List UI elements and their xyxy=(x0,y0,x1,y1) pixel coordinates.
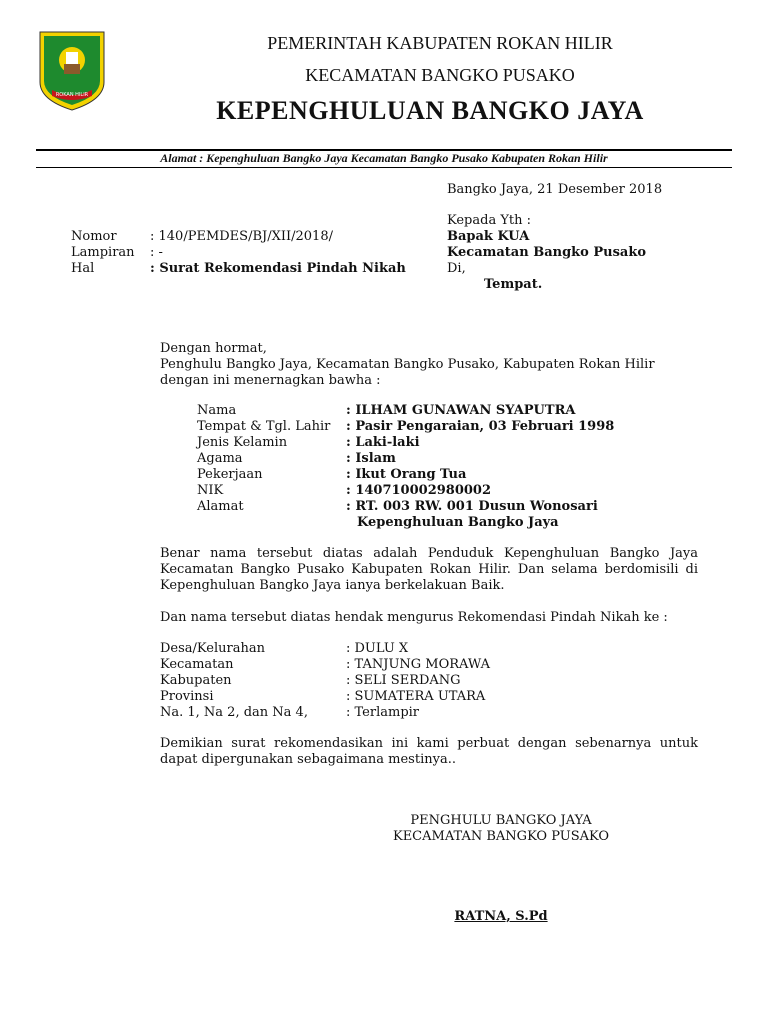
person-label: Pekerjaan xyxy=(197,467,263,482)
header-village: KEPENGHULUAN BANGKO JAYA xyxy=(216,96,644,125)
person-label: Nama xyxy=(197,403,237,418)
destination-label: Na. 1, Na 2, dan Na 4, xyxy=(160,705,308,720)
hal-value: : Surat Rekomendasi Pindah Nikah xyxy=(150,261,406,276)
signature-title-2: KECAMATAN BANGKO PUSAKO xyxy=(392,829,610,844)
person-value: : 140710002980002 xyxy=(346,483,492,498)
lampiran-value: : - xyxy=(150,245,163,260)
destination-label: Kecamatan xyxy=(160,657,234,672)
person-label: Alamat xyxy=(197,499,244,514)
destination-value: : SUMATERA UTARA xyxy=(346,689,486,704)
person-label: Agama xyxy=(197,451,243,466)
closing-paragraph: Demikian surat rekomendasikan ini kami perbuat dengan sebenarnya untuk dapat dipergunakan sebagaimana mestinya.. xyxy=(160,736,698,767)
destination-value: : TANJUNG MORAWA xyxy=(346,657,491,672)
emblem-text: ROKAN HILIR xyxy=(55,92,89,98)
letter-date: Bangko Jaya, 21 Desember 2018 xyxy=(447,182,663,197)
destination-label: Desa/Kelurahan xyxy=(160,641,265,656)
intro-line-1: Penghulu Bangko Jaya, Kecamatan Bangko Pusako, Kabupaten Rokan Hilir xyxy=(160,357,655,372)
signature-name: RATNA, S.Pd xyxy=(454,909,548,924)
recipient-tempat: Tempat. xyxy=(484,277,543,292)
destination-value: : Terlampir xyxy=(346,705,420,720)
header-government: PEMERINTAH KABUPATEN ROKAN HILIR xyxy=(267,33,613,53)
recipient-name: Bapak KUA xyxy=(447,229,530,244)
header-district: KECAMATAN BANGKO PUSAKO xyxy=(305,65,575,85)
signature-title-1: PENGHULU BANGKO JAYA xyxy=(410,813,592,828)
destination-label: Provinsi xyxy=(160,689,214,704)
destination-value: : SELI SERDANG xyxy=(346,673,461,688)
hal-label: Hal xyxy=(71,261,95,276)
statement-paragraph: Benar nama tersebut diatas adalah Penduduk Kepenghuluan Bangko Jaya Kecamatan Bangko Pusako Kabupaten Rokan Hilir. Dan selama berdomisili di Kepenghuluan Bangko Jaya ianya berkelakuan Baik. xyxy=(160,546,698,593)
person-label: Jenis Kelamin xyxy=(197,435,288,450)
nomor-value: : 140/PEMDES/BJ/XII/2018/ xyxy=(150,229,333,244)
person-value: : RT. 003 RW. 001 Dusun Wonosari xyxy=(346,499,598,514)
rokan-hilir-emblem-logo xyxy=(38,30,106,112)
person-value: : Islam xyxy=(346,451,396,466)
person-label: NIK xyxy=(197,483,224,498)
destination-label: Kabupaten xyxy=(160,673,232,688)
lampiran-label: Lampiran xyxy=(71,245,135,260)
person-value: : Pasir Pengaraian, 03 Februari 1998 xyxy=(346,419,615,434)
destination-value: : DULU X xyxy=(346,641,409,656)
person-label: Tempat & Tgl. Lahir xyxy=(197,419,331,434)
purpose-line: Dan nama tersebut diatas hendak mengurus Rekomendasi Pindah Nikah ke : xyxy=(160,610,668,625)
person-value: : Ikut Orang Tua xyxy=(346,467,467,482)
greeting: Dengan hormat, xyxy=(160,341,267,356)
intro-line-2: dengan ini menernagkan bawha : xyxy=(160,373,381,388)
header-address: Alamat : Kepenghuluan Bangko Jaya Kecamatan Bangko Pusako Kabupaten Rokan Hilir xyxy=(160,151,608,165)
person-address-line-2: Kepenghuluan Bangko Jaya xyxy=(357,515,559,530)
person-value: : ILHAM GUNAWAN SYAPUTRA xyxy=(346,403,576,418)
recipient-kepada: Kepada Yth : xyxy=(447,213,532,228)
person-value: : Laki-laki xyxy=(346,435,420,450)
recipient-di: Di, xyxy=(447,261,466,276)
header-rule-bottom xyxy=(36,167,732,168)
nomor-label: Nomor xyxy=(71,229,117,244)
recipient-office: Kecamatan Bangko Pusako xyxy=(447,245,647,260)
